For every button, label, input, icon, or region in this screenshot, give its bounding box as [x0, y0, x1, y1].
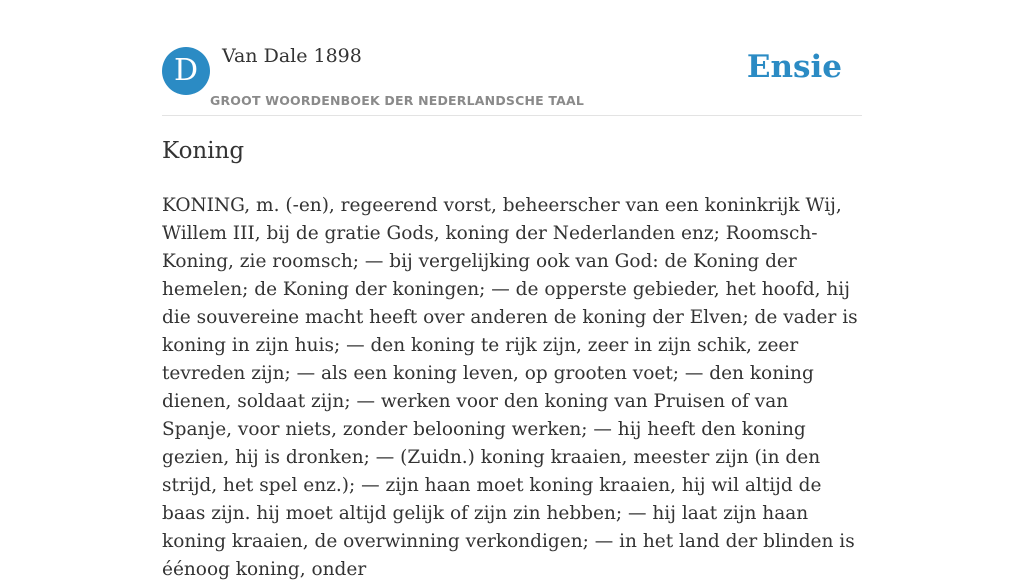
dictionary-avatar-icon[interactable]: D	[162, 47, 210, 95]
dictionary-title[interactable]: Van Dale 1898	[222, 45, 362, 67]
header-divider	[162, 115, 862, 116]
entry-headword: Koning	[162, 138, 245, 164]
entry-definition: KONING, m. (-en), regeerend vorst, beheerscher van een koninkrijk Wij, Willem III, bij de gratie Gods, koning der Nederlanden enz; Roomsch-Koning, zie roomsch; — bij vergelijking ook van God: de Koning der hemelen; de Koning der koningen; — de opperste gebieder, het hoofd, hij die souvereine macht heeft over anderen de koning der Elven; de vader is koning in zijn huis; — den koning te rijk zijn, zeer in zijn schik, zeer tevreden zijn; — als een koning leven, op grooten voet; — den koning dienen, soldaat zijn; — werken voor den koning van Pruisen of van Spanje, voor niets, zonder belooning werken; — hij heeft den koning gezien, hij is dronken; — (Zuidn.) koning kraaien, meester zijn (in den strijd, het spel enz.); — zijn haan moet koning kraaien, hij wil altijd de baas zijn. hij moet altijd gelijk of zijn zin hebben; — hij laat zijn haan koning kraaien, de overwinning verkondigen; — in het land der blinden is éénoog koning, onder	[162, 195, 858, 580]
dictionary-subtitle: GROOT WOORDENBOEK DER NEDERLANDSCHE TAAL	[210, 93, 585, 108]
brand-logo[interactable]: Ensie	[746, 49, 842, 85]
